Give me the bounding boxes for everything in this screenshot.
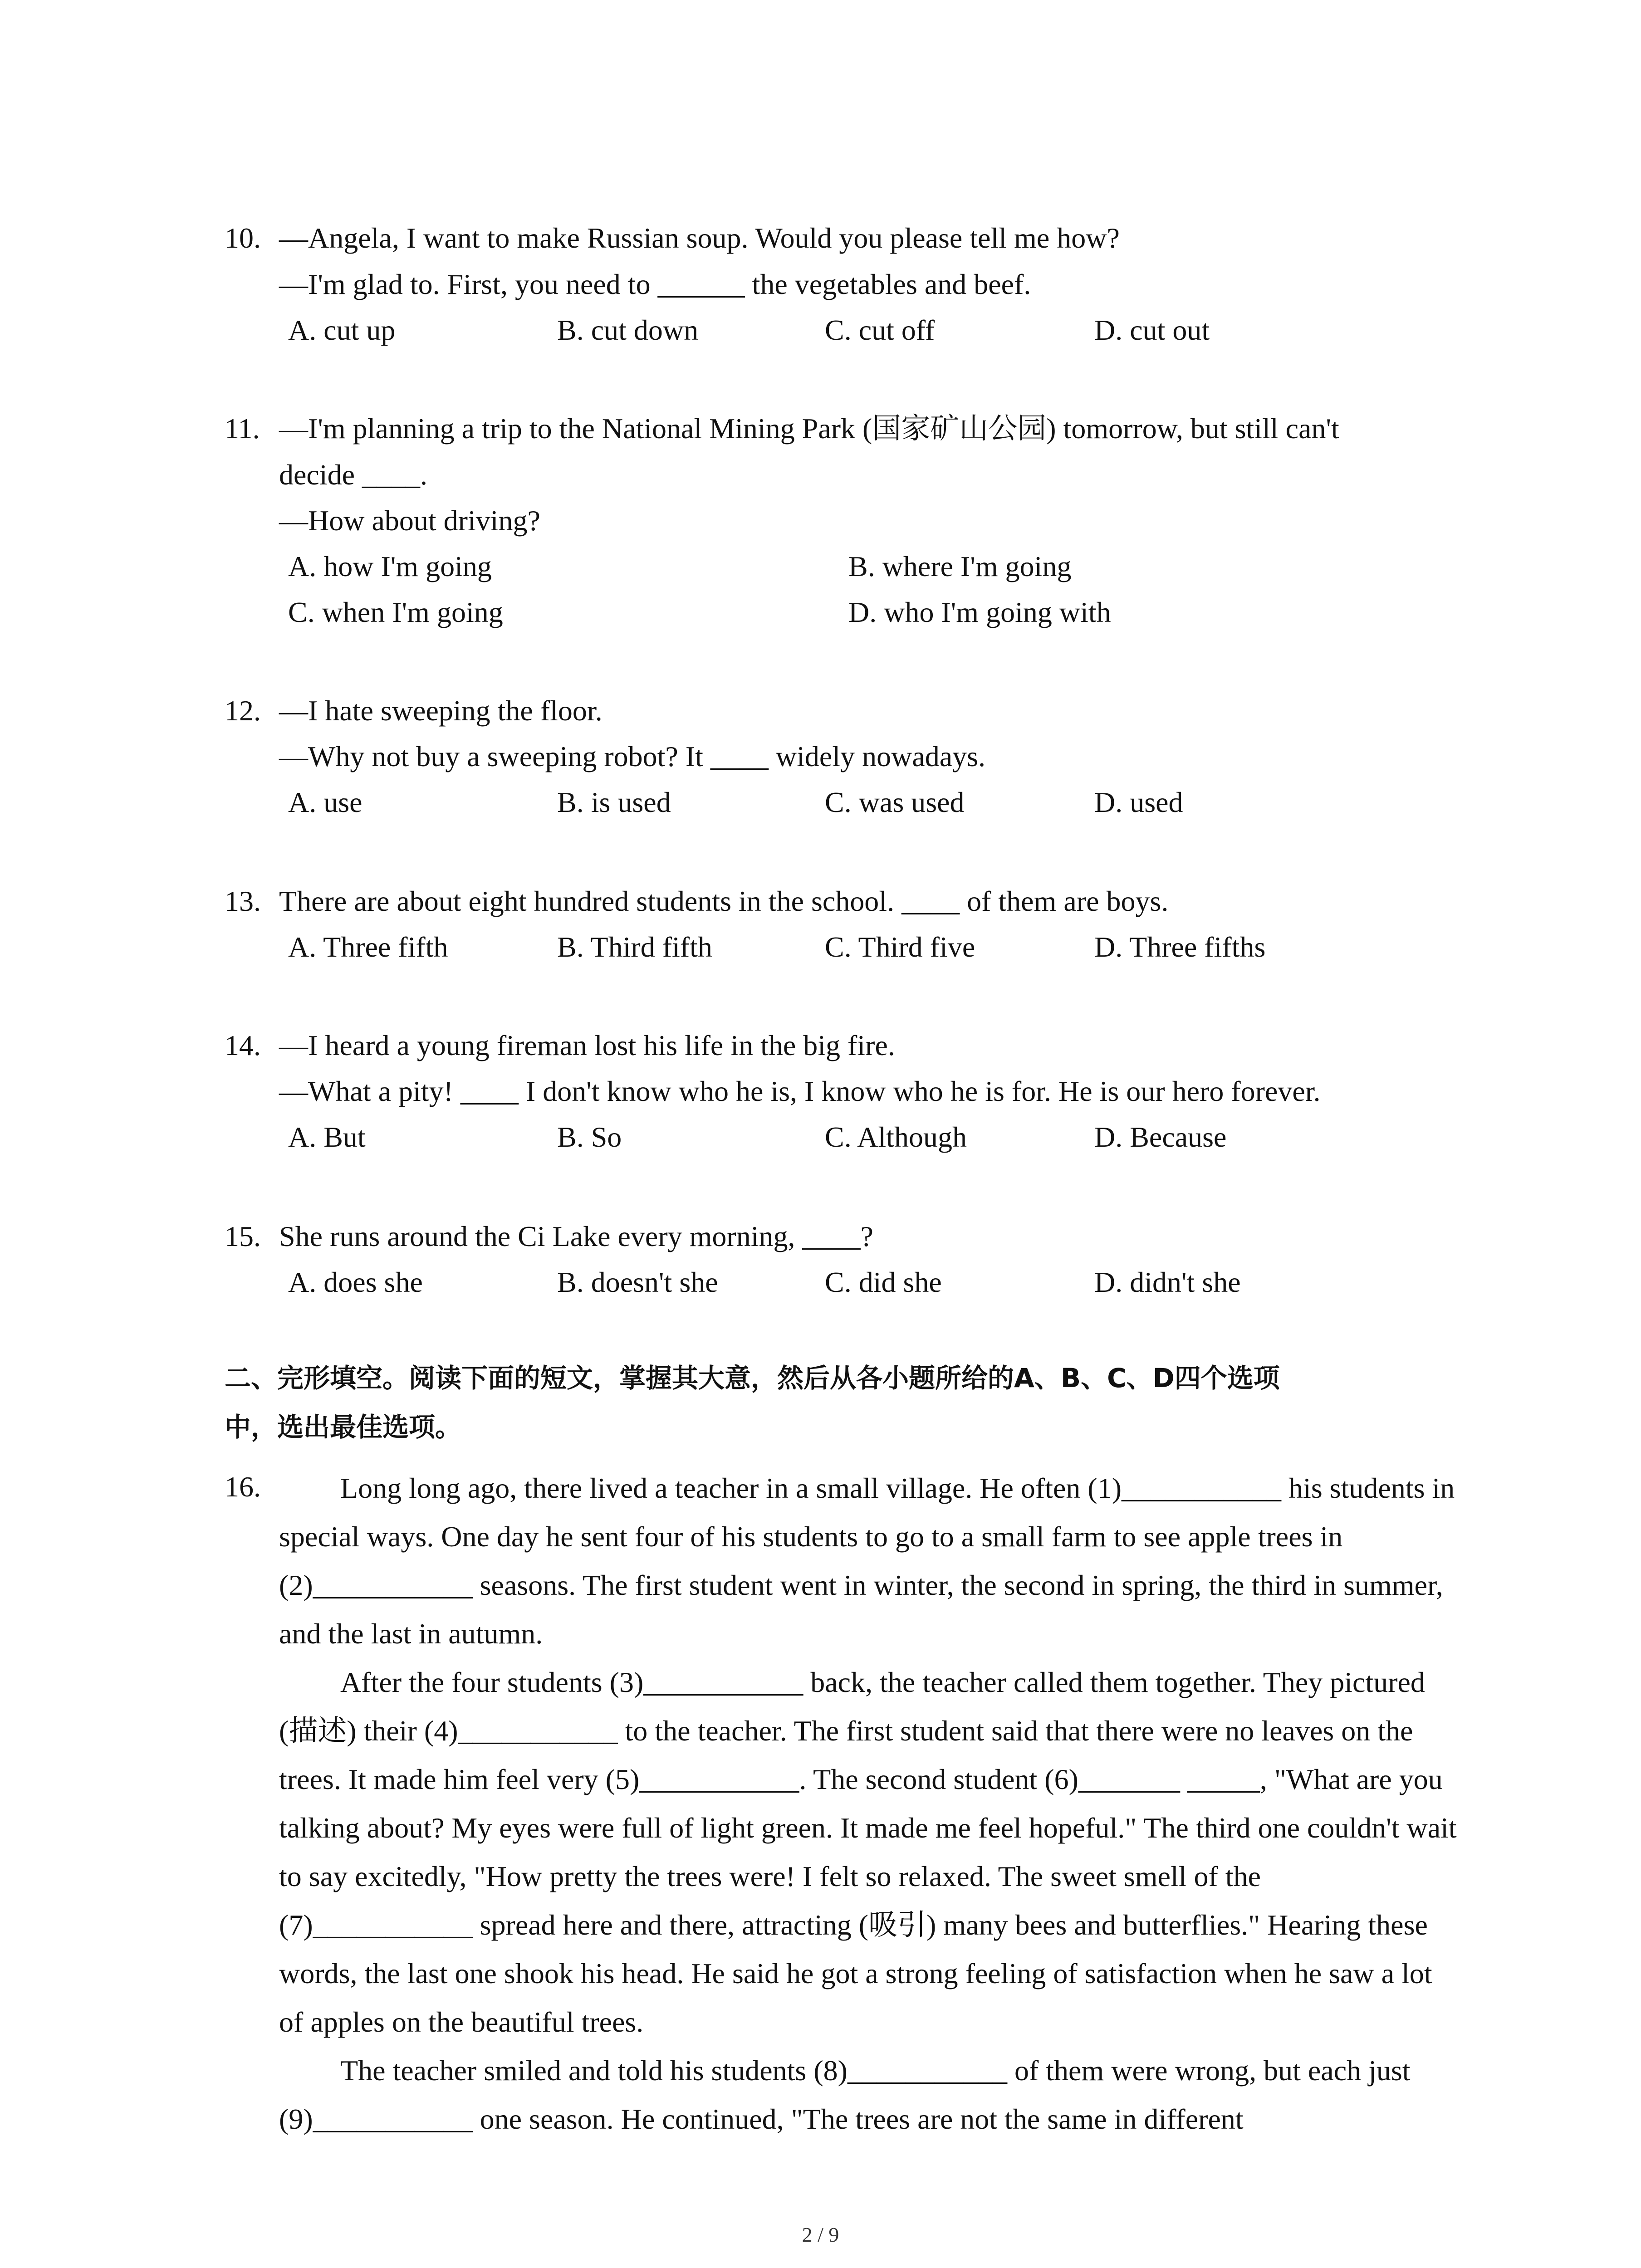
option-b: B. Third fifth [557,931,712,963]
question-text: —I'm glad to. First, you need to ______ the vegetables and beef. [279,268,1031,300]
question-text: —Angela, I want to make Russian soup. Would you please tell me how? [279,222,1120,254]
question-text: —Why not buy a sweeping robot? It ____ widely nowadays. [279,740,986,772]
question-number: 15. [225,1220,261,1252]
option-d: D. Three fifths [1094,931,1266,963]
option-c: C. Third five [825,931,975,963]
question-number: 13. [225,885,261,917]
option-c: C. cut off [825,314,935,346]
passage-paragraph: After the four students (3)___________ back, the teacher called them together. They pictured (描述) their (4)___________ to the teacher. The first student said that there were no leaves on the trees. It made him feel very (5)___________. The second student (6)_______ _____, "What are you talking about? My eyes were full of light green. It made me feel hopeful." The third one couldn't wait to say excitedly, "How pretty the trees were! I felt so relaxed. The sweet smell of the (7)___________ spread here and there, attracting (吸引) many bees and butterflies." Hearing these words, the last one shook his head. He said he got a strong feeling of satisfaction when he saw a lot of apples on the beautiful trees. [279,1666,1457,2038]
section-heading-continued: 中，选出最佳选项。 [225,1412,462,1442]
option-b: B. So [557,1121,622,1153]
option-a: A. does she [288,1266,423,1298]
passage-paragraph: Long long ago, there lived a teacher in a small village. He often (1)___________ his students in special ways. One day he sent four of his students to go to a small farm to see apple trees in (2)___________ seasons. The first student went in winter, the second in spring, the third in summer, and the last in autumn. [279,1472,1455,1650]
option-b: B. doesn't she [557,1266,718,1298]
passage-number: 16. [225,1471,261,1503]
question-text: —How about driving? [279,504,540,537]
option-d: D. used [1094,786,1183,818]
option-a: A. how I'm going [288,550,492,582]
cloze-passage [279,1464,1459,2143]
option-a: A. But [288,1121,366,1153]
question-text: There are about eight hundred students in the school. ____ of them are boys. [279,885,1169,917]
option-b: B. where I'm going [848,550,1072,582]
question-text: —What a pity! ____ I don't know who he is, I know who he is for. He is our hero forever. [279,1075,1321,1107]
option-d: D. who I'm going with [848,596,1111,628]
option-a: A. cut up [288,314,396,346]
question-number: 11. [225,412,260,445]
section-heading: 二、完形填空。阅读下面的短文，掌握其大意，然后从各小题所给的A、B、C、D四个选项 [225,1363,1280,1393]
option-b: B. cut down [557,314,699,346]
question-text: decide ____. [279,459,427,491]
option-d: D. didn't she [1094,1266,1241,1298]
question-text: She runs around the Ci Lake every morning, ____? [279,1220,873,1252]
option-c: C. when I'm going [288,596,503,628]
option-b: B. is used [557,786,671,818]
question-number: 12. [225,694,261,727]
option-c: C. did she [825,1266,942,1298]
question-text: —I heard a young fireman lost his life in the big fire. [279,1029,895,1061]
question-text: —I'm planning a trip to the National Mining Park (国家矿山公园) tomorrow, but still can't [279,412,1339,445]
option-a: A. use [288,786,362,818]
passage-paragraph: The teacher smiled and told his students (8)___________ of them were wrong, but each just (9)___________ one season. He continued, "The trees are not the same in different [279,2054,1411,2135]
question-number: 14. [225,1029,261,1061]
option-c: C. Although [825,1121,967,1153]
option-c: C. was used [825,786,965,818]
question-number: 10. [225,222,261,254]
option-d: D. Because [1094,1121,1227,1153]
question-text: —I hate sweeping the floor. [279,694,603,727]
option-d: D. cut out [1094,314,1210,346]
page-number: 2 / 9 [802,2223,839,2246]
option-a: A. Three fifth [288,931,448,963]
